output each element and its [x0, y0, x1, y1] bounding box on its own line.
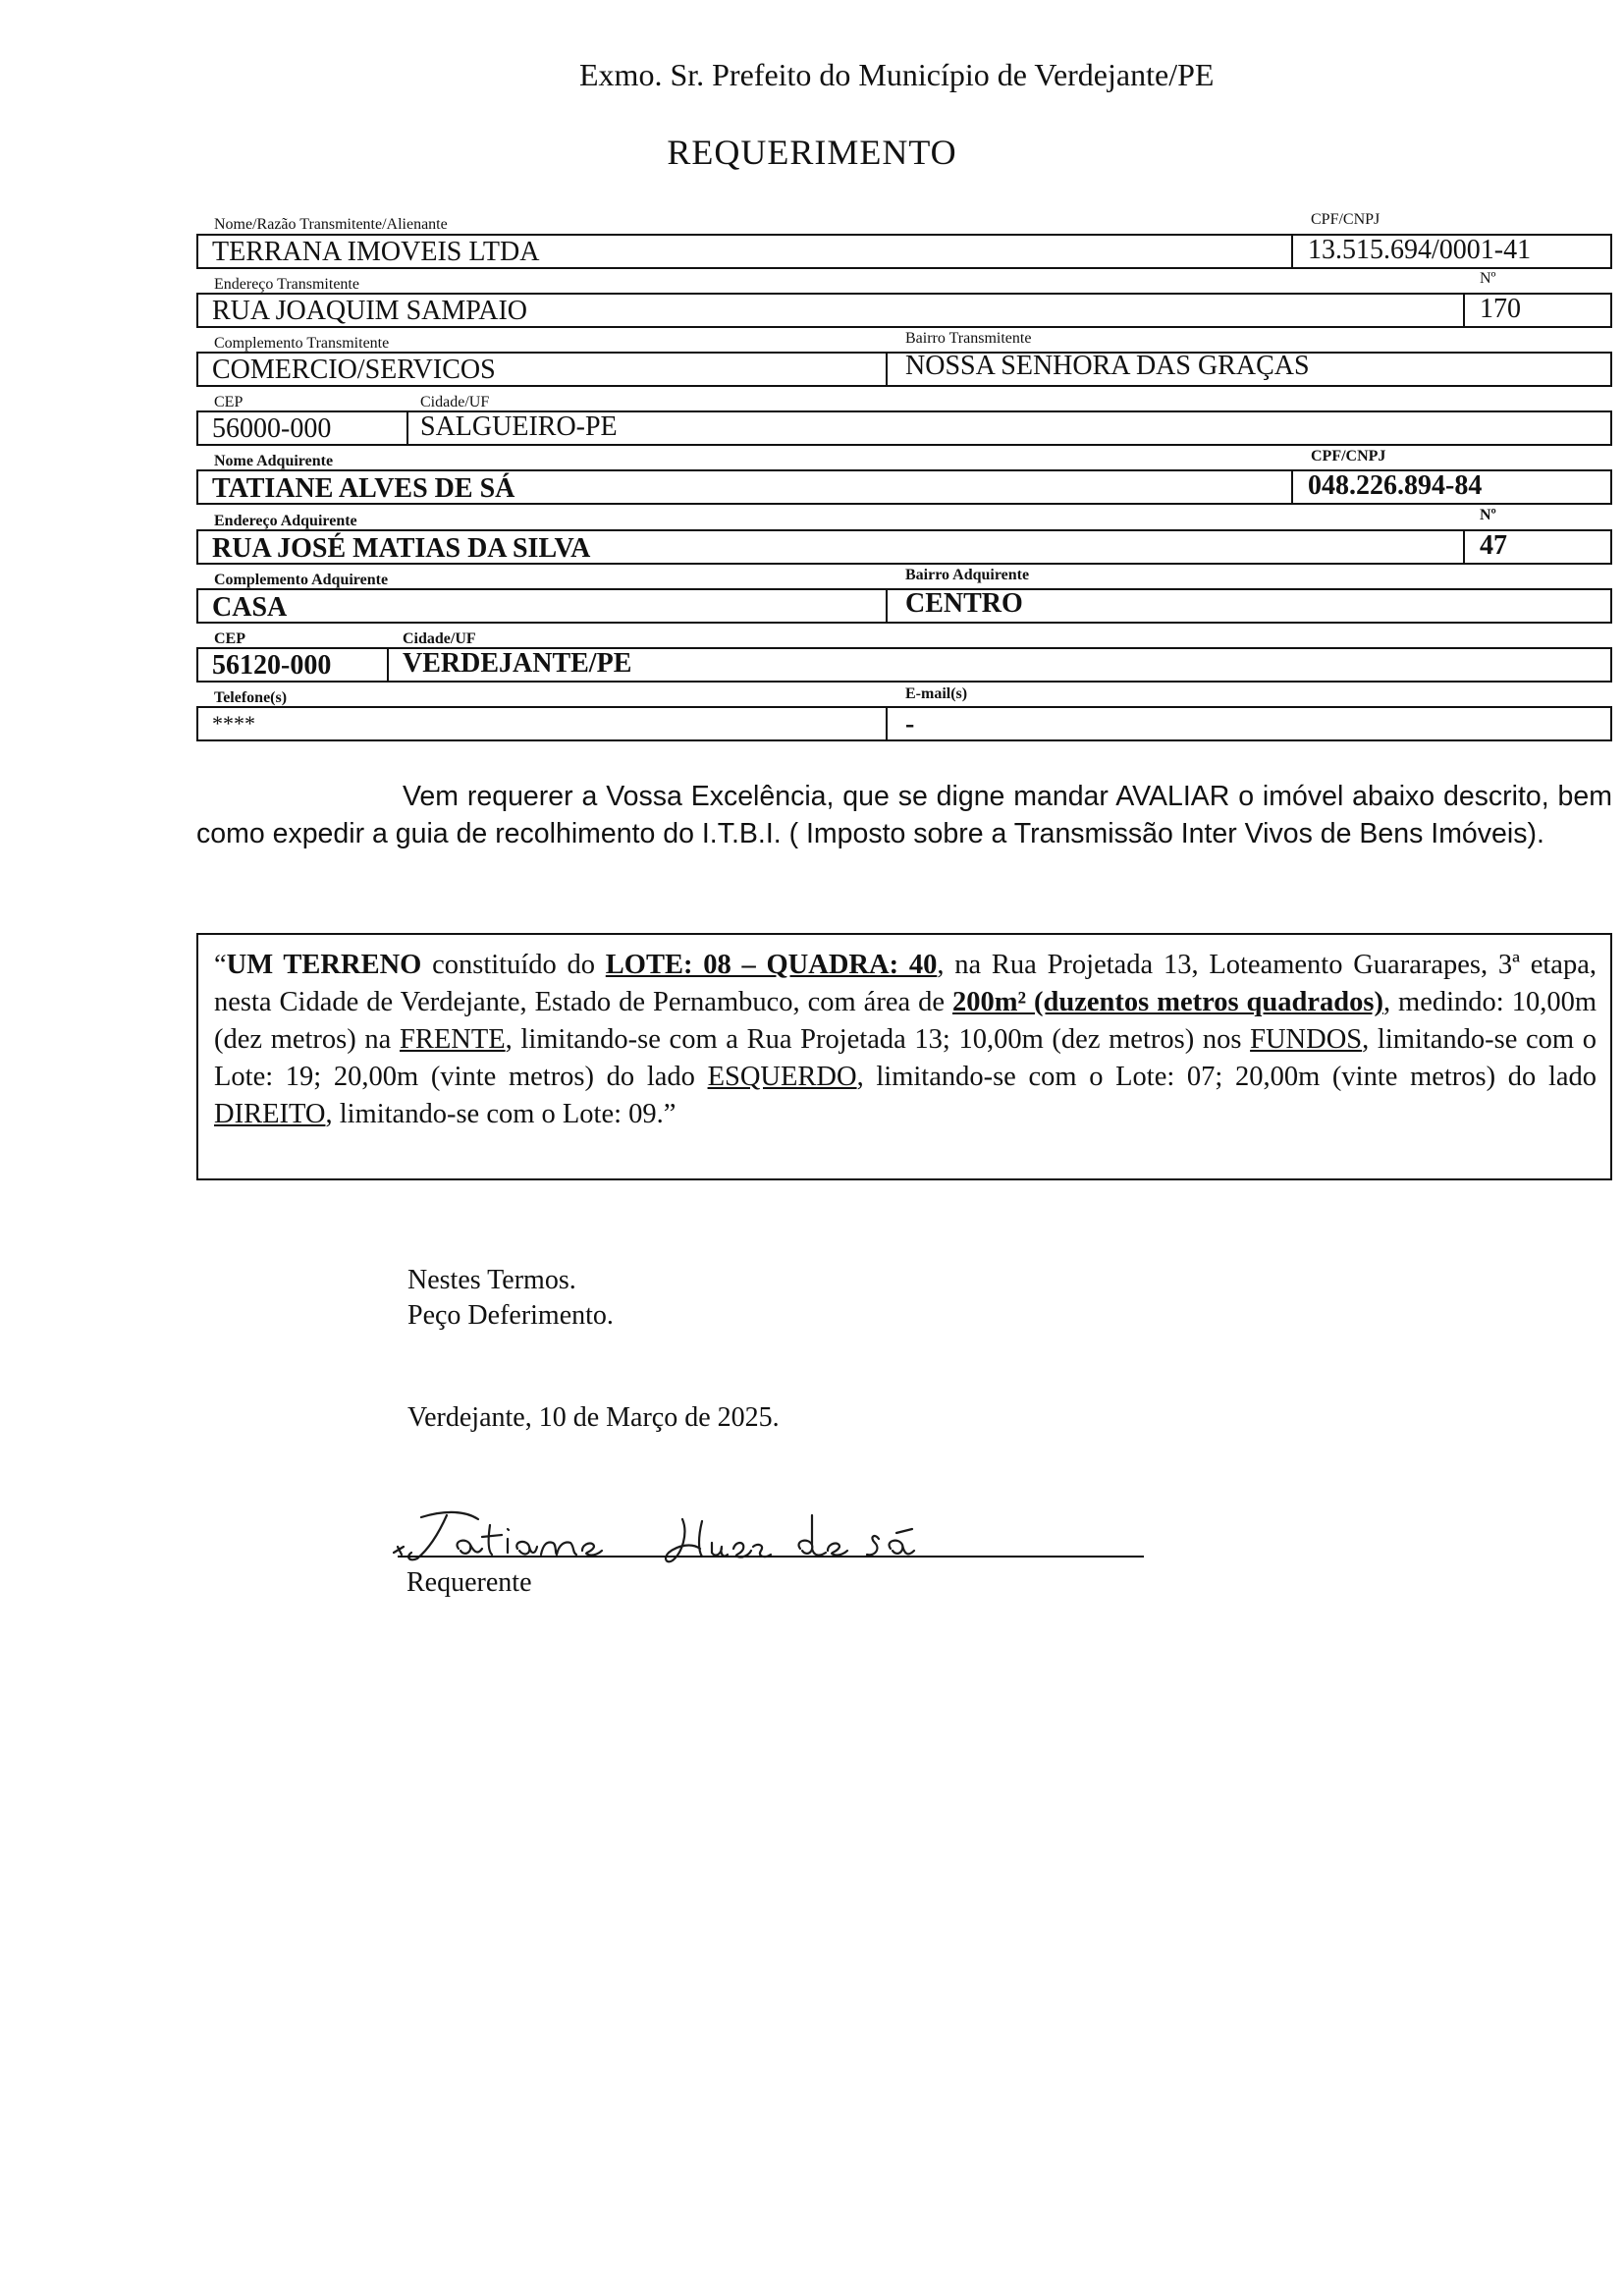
- acquirer-number-label: Nº: [1480, 507, 1496, 523]
- acquirer-cep-label: CEP: [214, 630, 245, 647]
- property-text-7: , limitando-se com o Lote: 09.”: [325, 1099, 677, 1129]
- requester-label: Requerente: [406, 1567, 532, 1598]
- property-area: 200m² (duzentos metros quadrados): [952, 987, 1383, 1017]
- acquirer-district-label: Bairro Adquirente: [905, 567, 1030, 583]
- transmitter-number-label: Nº: [1480, 270, 1496, 287]
- acquirer-phone-value: ****: [212, 711, 255, 736]
- property-right: DIREITO: [214, 1099, 326, 1129]
- transmitter-name-value: TERRANA IMOVEIS LTDA: [212, 237, 540, 267]
- acquirer-email-field: [886, 706, 1612, 741]
- acquirer-complement-label: Complemento Adquirente: [214, 572, 389, 588]
- transmitter-cpf-label: CPF/CNPJ: [1311, 211, 1380, 228]
- acquirer-cep-value: 56120-000: [212, 650, 332, 681]
- request-paragraph: [196, 778, 1612, 852]
- property-description-box: [196, 933, 1612, 1180]
- closing-request: Peço Deferimento.: [407, 1300, 614, 1331]
- property-text-1: constituído do: [421, 950, 606, 980]
- property-open-quote: “: [214, 950, 227, 980]
- property-lot-block: LOTE: 08 – QUADRA: 40: [605, 950, 938, 980]
- property-front: FRENTE: [399, 1024, 506, 1055]
- signature-line: [398, 1556, 1144, 1558]
- transmitter-name-label: Nome/Razão Transmitente/Alienante: [214, 216, 448, 233]
- transmitter-district-value: NOSSA SENHORA DAS GRAÇAS: [905, 351, 1310, 381]
- acquirer-email-value: -: [905, 709, 915, 739]
- transmitter-complement-label: Complemento Transmitente: [214, 335, 390, 352]
- property-text-2: , na Rua Projetada 13, Loteamento Guararapes, 3ª etapa, nesta Cidade de Verdejante, Estado de Pernambuco, com área de: [214, 950, 1597, 1017]
- property-left: ESQUERDO: [707, 1062, 857, 1092]
- transmitter-city-value: SALGUEIRO-PE: [420, 411, 618, 442]
- transmitter-city-label: Cidade/UF: [420, 394, 490, 410]
- property-terrain: UM TERRENO: [226, 950, 422, 980]
- transmitter-cpf-value: 13.515.694/0001-41: [1308, 235, 1532, 265]
- acquirer-district-value: CENTRO: [905, 588, 1023, 619]
- transmitter-district-label: Bairro Transmitente: [905, 330, 1032, 347]
- transmitter-cep-label: CEP: [214, 394, 244, 410]
- property-back: FUNDOS: [1250, 1024, 1363, 1055]
- transmitter-cep-value: 56000-000: [212, 413, 332, 444]
- acquirer-city-value: VERDEJANTE/PE: [403, 648, 632, 679]
- acquirer-phone-label: Telefone(s): [214, 689, 288, 706]
- addressee-line: Exmo. Sr. Prefeito do Município de Verdejante/PE: [579, 57, 1215, 92]
- transmitter-number-value: 170: [1480, 294, 1521, 324]
- document-title-text: REQUERIMENTO: [667, 133, 957, 172]
- acquirer-name-label: Nome Adquirente: [214, 453, 334, 469]
- request-text: Vem requerer a Vossa Excelência, que se digne mandar AVALIAR o imóvel abaixo descrito, bem como expedir a guia de recolhimento do I.T.B.I. ( Imposto sobre a Transmissão Inter Vivos de Bens Imóveis).: [196, 781, 1612, 849]
- closing-terms: Nestes Termos.: [407, 1265, 576, 1295]
- acquirer-cpf-label: CPF/CNPJ: [1311, 448, 1386, 465]
- property-description: [214, 947, 1597, 1133]
- acquirer-complement-value: CASA: [212, 592, 288, 623]
- closing-date: Verdejante, 10 de Março de 2025.: [407, 1402, 780, 1433]
- acquirer-address-label: Endereço Adquirente: [214, 513, 357, 529]
- property-text-5: , limitando-se com o Lote: 19; 20,00m (vinte metros) do lado: [214, 1024, 1597, 1092]
- property-text-6: , limitando-se com o Lote: 07; 20,00m (vinte metros) do lado: [856, 1062, 1597, 1092]
- acquirer-name-value: TATIANE ALVES DE SÁ: [212, 473, 515, 504]
- property-text-3: , medindo: 10,00m (dez metros) na: [214, 987, 1597, 1055]
- transmitter-address-label: Endereço Transmitente: [214, 276, 359, 293]
- transmitter-address-value: RUA JOAQUIM SAMPAIO: [212, 296, 528, 326]
- property-text-4: , limitando-se com a Rua Projetada 13; 10,00m (dez metros) nos: [505, 1024, 1251, 1055]
- acquirer-email-label: E-mail(s): [905, 685, 968, 702]
- transmitter-cep-row: [196, 410, 1612, 446]
- transmitter-complement-value: COMERCIO/SERVICOS: [212, 355, 496, 385]
- acquirer-number-value: 47: [1480, 530, 1507, 561]
- acquirer-address-value: RUA JOSÉ MATIAS DA SILVA: [212, 533, 591, 564]
- acquirer-cpf-value: 048.226.894-84: [1308, 470, 1483, 501]
- acquirer-city-label: Cidade/UF: [403, 630, 476, 647]
- document-title: [0, 132, 1624, 173]
